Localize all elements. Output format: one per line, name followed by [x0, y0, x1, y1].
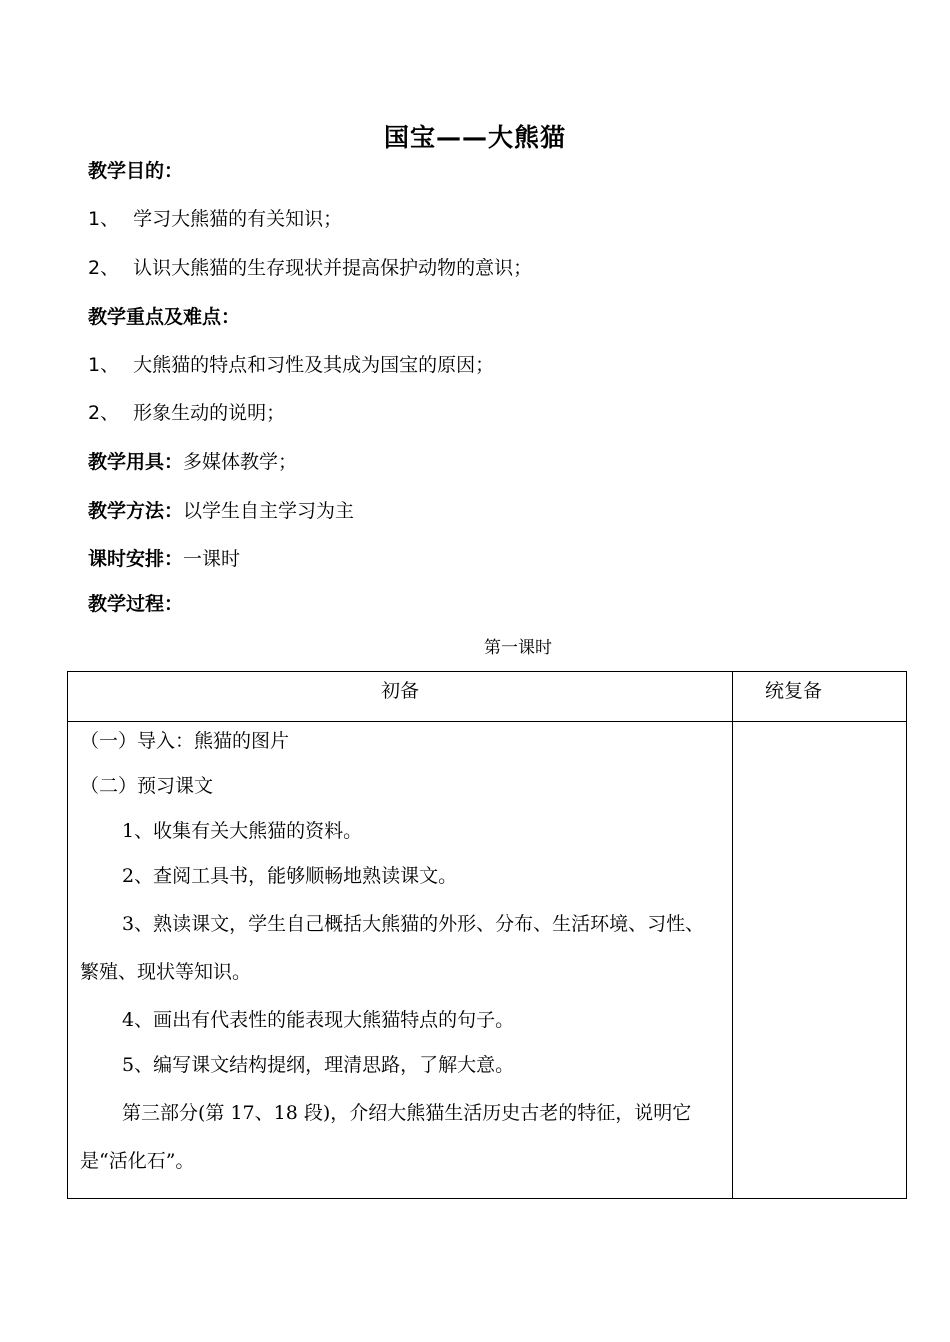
key-point-number: 1、: [88, 354, 120, 376]
key-point-text: 形象生动的说明；: [133, 402, 286, 424]
tools-label: 教学用具：: [88, 451, 184, 473]
plan-line: 3、熟读课文，学生自己概括大熊猫的外形、分布、生活环境、习性、繁殖、现状等知识。: [80, 913, 705, 983]
objective-item: [88, 204, 342, 231]
plan-line: 5、编写课文结构提纲，理清思路，了解大意。: [122, 1054, 515, 1076]
objective-item: [88, 253, 532, 280]
schedule-label: 课时安排：: [88, 548, 184, 570]
plan-line: 第三部分(第 17、18 段)，介绍大熊猫生活历史古老的特征，说明它是“活化石”。: [80, 1102, 692, 1172]
schedule-value: 一课时: [183, 548, 241, 570]
col-header-initial: 初备: [68, 672, 733, 722]
process-heading: 教学过程：: [88, 593, 184, 615]
objective-number: 2、: [88, 257, 120, 279]
lesson-plan-table: [67, 671, 907, 1199]
table-row: [68, 722, 907, 1199]
table-header-row: [68, 672, 907, 722]
objective-text: 认识大熊猫的生存现状并提高保护动物的意识；: [133, 257, 533, 279]
initial-plan-cell: [68, 722, 733, 1199]
method-label: 教学方法：: [88, 500, 184, 522]
key-point-number: 2、: [88, 402, 120, 424]
plan-line: 1、收集有关大熊猫的资料。: [122, 820, 363, 842]
key-point-item: [88, 350, 494, 377]
key-point-item: [88, 398, 285, 425]
objective-text: 学习大熊猫的有关知识；: [133, 208, 343, 230]
lesson-label: 第一课时: [484, 638, 552, 658]
method-line: [88, 496, 354, 523]
objectives-heading: 教学目的：: [88, 160, 184, 182]
col-header-review: 统复备: [733, 672, 907, 722]
review-plan-cell: [733, 722, 907, 1199]
document-title: 国宝——大熊猫: [383, 123, 566, 152]
plan-line: （一）导入：熊猫的图片: [80, 730, 290, 752]
objective-number: 1、: [88, 208, 120, 230]
key-points-heading: 教学重点及难点：: [88, 306, 241, 328]
plan-line: （二）预习课文: [80, 775, 214, 797]
method-value: 以学生自主学习为主: [183, 500, 355, 522]
plan-line: 2、查阅工具书，能够顺畅地熟读课文。: [122, 865, 458, 887]
tools-line: [88, 447, 297, 474]
key-point-text: 大熊猫的特点和习性及其成为国宝的原因；: [133, 354, 495, 376]
schedule-line: [88, 544, 240, 571]
plan-line: 4、画出有代表性的能表现大熊猫特点的句子。: [122, 1009, 515, 1031]
tools-value: 多媒体教学；: [183, 451, 298, 473]
